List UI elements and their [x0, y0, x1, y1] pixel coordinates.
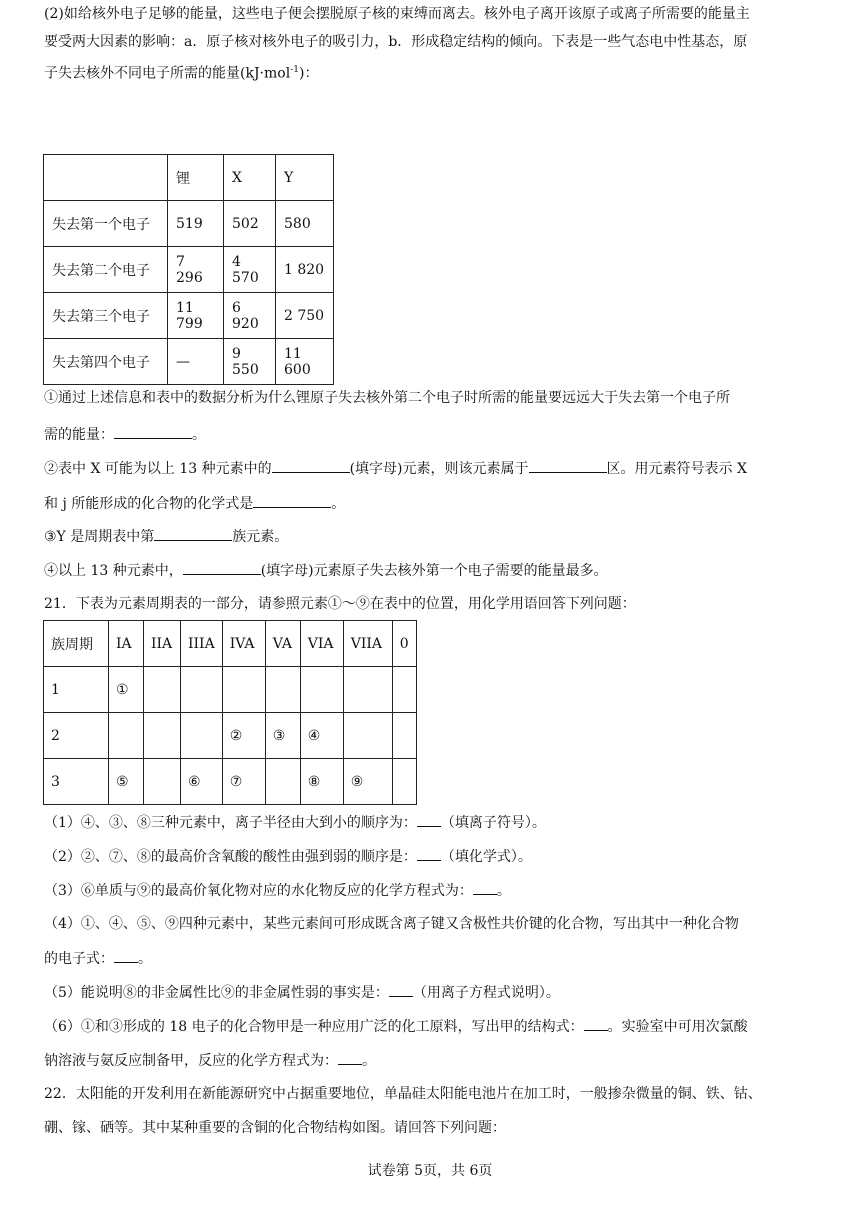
table-cell: 1 820	[276, 247, 334, 293]
table-cell: 6 920	[224, 293, 276, 339]
table-cell	[265, 759, 300, 805]
table-cell: VIIA	[343, 621, 392, 667]
q21-part3: （3）⑥单质与⑨的最高价氧化物对应的水化物反应的化学方程式为： 。	[44, 880, 511, 901]
table-header-row	[44, 621, 417, 667]
table-cell	[392, 713, 416, 759]
q20-sub1-line2: 需的能量： 。	[44, 424, 206, 445]
table-cell: IIIA	[181, 621, 223, 667]
table-cell: ②	[222, 713, 265, 759]
table-cell: ⑨	[343, 759, 392, 805]
table-cell: Y	[276, 155, 334, 201]
table-cell	[144, 759, 181, 805]
answer-blank[interactable]	[338, 1050, 362, 1065]
table-cell: 族周期	[44, 621, 109, 667]
table-cell: 11 600	[276, 339, 334, 385]
page-footer: 试卷第 5页，共 6页	[367, 1163, 493, 1179]
table-cell	[300, 667, 343, 713]
table-cell	[181, 667, 223, 713]
table-cell	[392, 667, 416, 713]
q20-sub2-line1: ②表中 X 可能为以上 13 种元素中的 (填字母)元素，则该元素属于 区。用元素符号表示 X	[44, 458, 747, 479]
q20-intro-line1: (2)如给核外电子足够的能量，这些电子便会摆脱原子核的束缚而离去。核外电子离开该原子或离子所需要的能量主	[44, 6, 750, 22]
table-cell: 锂	[168, 155, 224, 201]
periodic-table-fragment	[43, 620, 417, 805]
table-cell: VIA	[300, 621, 343, 667]
table-cell: VA	[265, 621, 300, 667]
answer-blank[interactable]	[417, 812, 441, 827]
q20-sub2-line2: 和 j 所能形成的化合物的化学式是 。	[44, 493, 345, 514]
q22-line1: 22．太阳能的开发利用在新能源研究中占据重要地位，单晶硅太阳能电池片在加工时，一般掺杂微量的铜、铁、钴、	[44, 1086, 762, 1102]
table-cell: ⑤	[109, 759, 144, 805]
q20-sub4: ④以上 13 种元素中， (填字母)元素原子失去核外第一个电子需要的能量最多。	[44, 560, 608, 581]
table-cell: 失去第二个电子	[44, 247, 168, 293]
table-cell	[181, 713, 223, 759]
answer-blank[interactable]	[154, 526, 232, 541]
answer-blank[interactable]	[584, 1016, 608, 1031]
table-cell	[343, 667, 392, 713]
q21-part6-line2: 钠溶液与氨反应制备甲，反应的化学方程式为： 。	[44, 1050, 376, 1071]
table-cell: 11 799	[168, 293, 224, 339]
table-cell: 580	[276, 201, 334, 247]
answer-blank[interactable]	[417, 846, 441, 861]
table-cell	[392, 759, 416, 805]
table-cell: 3	[44, 759, 109, 805]
table-row	[44, 667, 417, 713]
q20-intro-line3: 子失去核外不同电子所需的能量(kJ·mol$^{-1}$)：	[44, 65, 319, 82]
q20-sub3: ③Y 是周期表中第 族元素。	[44, 526, 288, 547]
answer-blank[interactable]	[253, 493, 331, 508]
table-cell	[144, 713, 181, 759]
table-cell	[109, 713, 144, 759]
table-cell: 2	[44, 713, 109, 759]
table-cell: 失去第四个电子	[44, 339, 168, 385]
table-cell: 失去第一个电子	[44, 201, 168, 247]
table-cell: 519	[168, 201, 224, 247]
q21-part4-line2: 的电子式： 。	[44, 948, 152, 969]
table-cell: IA	[109, 621, 144, 667]
table-header-row	[44, 155, 334, 201]
table-cell: —	[168, 339, 224, 385]
table-row	[44, 713, 417, 759]
answer-blank[interactable]	[183, 560, 261, 575]
answer-blank[interactable]	[389, 982, 413, 997]
q21-part5: （5）能说明⑧的非金属性比⑨的非金属性弱的事实是： （用离子方程式说明）。	[44, 982, 560, 1003]
q21-intro: 21．下表为元素周期表的一部分，请参照元素①～⑨在表中的位置，用化学用语回答下列问题：	[44, 596, 636, 612]
table-cell	[222, 667, 265, 713]
table-cell	[144, 667, 181, 713]
table-cell: ③	[265, 713, 300, 759]
table-cell: ①	[109, 667, 144, 713]
table-cell: 7 296	[168, 247, 224, 293]
q21-part6-line1: （6）①和③形成的 18 电子的化合物甲是一种应用广泛的化工原料，写出甲的结构式： 。实验室中可用次氯酸	[44, 1016, 748, 1037]
table-row	[44, 339, 334, 385]
q21-part4-line1: （4）①、④、⑤、⑨四种元素中，某些元素间可形成既含离子键又含极性共价键的化合物，写出其中一种化合物	[44, 916, 739, 932]
q22-line2: 硼、镓、硒等。其中某种重要的含铜的化合物结构如图。请回答下列问题：	[44, 1120, 506, 1136]
table-cell: ⑦	[222, 759, 265, 805]
table-cell: ⑧	[300, 759, 343, 805]
table-cell	[343, 713, 392, 759]
table-cell: IIA	[144, 621, 181, 667]
q21-part2: （2）②、⑦、⑧的最高价含氧酸的酸性由强到弱的顺序是： （填化学式）。	[44, 846, 532, 867]
table-cell: 2 750	[276, 293, 334, 339]
table-row	[44, 293, 334, 339]
table-cell: X	[224, 155, 276, 201]
table-cell: 9 550	[224, 339, 276, 385]
answer-blank[interactable]	[272, 458, 350, 473]
answer-blank[interactable]	[114, 424, 192, 439]
table-row	[44, 247, 334, 293]
table-row	[44, 201, 334, 247]
table-cell: IVA	[222, 621, 265, 667]
table-cell: 0	[392, 621, 416, 667]
table-cell: 4 570	[224, 247, 276, 293]
q20-sub1-line1: ①通过上述信息和表中的数据分析为什么锂原子失去核外第二个电子时所需的能量要远远大于失去第一个电子所	[44, 390, 730, 406]
ionization-energy-table	[43, 154, 334, 385]
table-cell: 502	[224, 201, 276, 247]
answer-blank[interactable]	[473, 880, 497, 895]
table-cell: 失去第三个电子	[44, 293, 168, 339]
table-cell: ⑥	[181, 759, 223, 805]
table-row	[44, 759, 417, 805]
q20-intro-line2: 要受两大因素的影响：a．原子核对核外电子的吸引力，b．形成稳定结构的倾向。下表是一些气态电中性基态，原	[44, 34, 748, 50]
answer-blank[interactable]	[529, 458, 607, 473]
table-cell	[44, 155, 168, 201]
table-cell	[265, 667, 300, 713]
answer-blank[interactable]	[114, 948, 138, 963]
table-cell: 1	[44, 667, 109, 713]
q21-part1: （1）④、③、⑧三种元素中，离子半径由大到小的顺序为： （填离子符号）。	[44, 812, 546, 833]
table-cell: ④	[300, 713, 343, 759]
